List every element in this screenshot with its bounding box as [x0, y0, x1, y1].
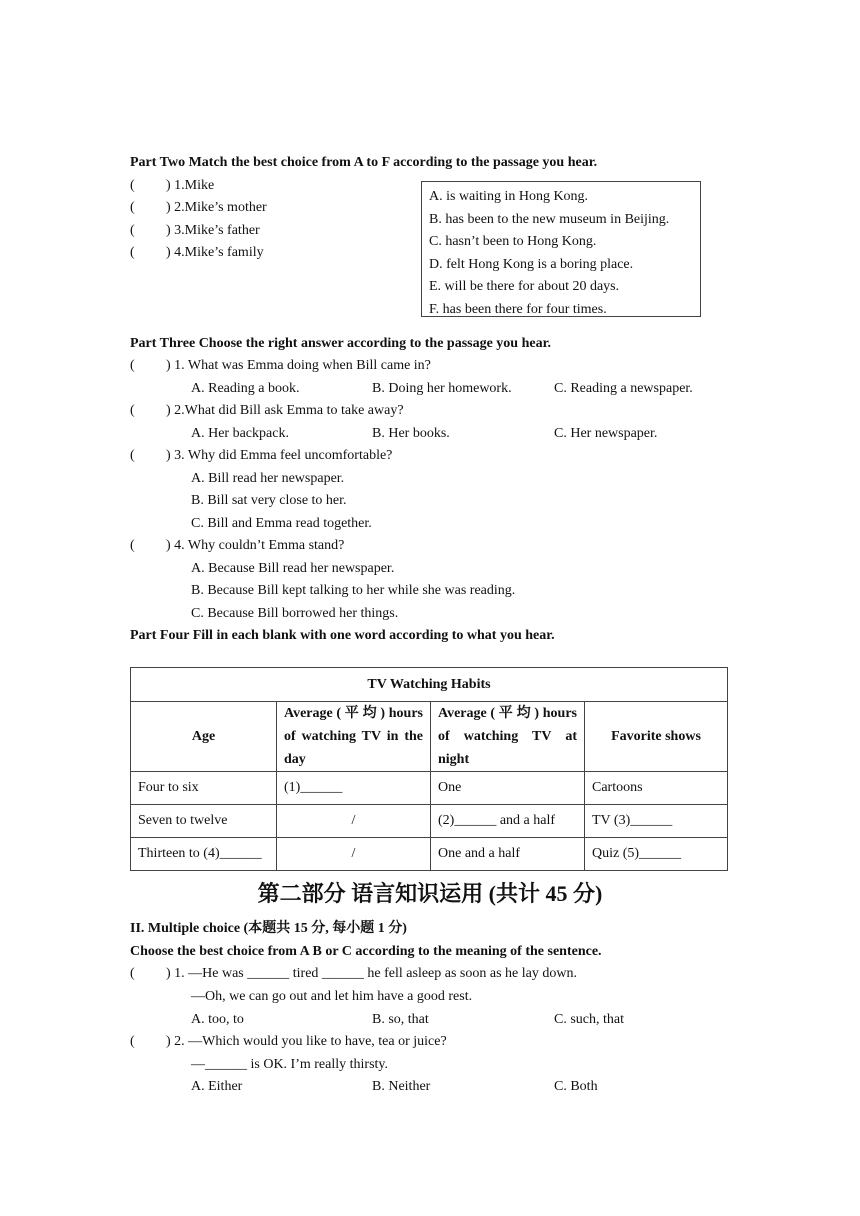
option-b: B. so, that	[372, 1012, 429, 1027]
cell-day: /	[277, 838, 431, 871]
choice-e: E. will be there for about 20 days.	[429, 279, 620, 294]
choice-a: A. is waiting in Hong Kong.	[429, 189, 589, 204]
option-c: C. such, that	[554, 1012, 624, 1027]
choices-box	[421, 181, 701, 317]
cell-day: /	[277, 805, 431, 838]
mc-q2-options	[0, 1076, 860, 1098]
option-c: C. Bill and Emma read together.	[191, 516, 372, 531]
option-b: B. Neither	[372, 1079, 431, 1094]
p3-question-2: ( ) 2.What did Bill ask Emma to take away?	[130, 403, 404, 418]
part-two-item-2: ( ) 2.Mike’s mother	[130, 200, 267, 215]
option-a: A. too, to	[191, 1012, 244, 1027]
p3-question-1: ( ) 1. What was Emma doing when Bill came in?	[130, 358, 431, 373]
header-shows: Favorite shows	[585, 702, 728, 772]
table-row	[131, 772, 728, 805]
cell-shows: Cartoons	[585, 772, 728, 805]
header-night: Average ( 平 均 ) hours of watching TV at night	[431, 702, 585, 772]
p3-question-3: ( ) 3. Why did Emma feel uncomfortable?	[130, 448, 393, 463]
header-day: Average ( 平 均 ) hours of watching TV in the day	[277, 702, 431, 772]
option-a: A. Her backpack.	[191, 426, 289, 441]
choice-d: D. felt Hong Kong is a boring place.	[429, 256, 634, 272]
choice-f: F. has been there for four times.	[429, 301, 607, 317]
choice-b: B. has been to the new museum in Beijing.	[429, 211, 670, 227]
tv-habits-table	[130, 667, 728, 871]
option-c: C. Both	[554, 1079, 598, 1094]
option-c: C. Because Bill borrowed her things.	[191, 606, 399, 621]
option-b: B. Because Bill kept talking to her while she was reading.	[191, 583, 516, 598]
mc-instruction: Choose the best choice from A B or C according to the meaning of the sentence.	[130, 944, 602, 959]
part-four-heading: Part Four Fill in each blank with one word according to what you hear.	[130, 628, 555, 643]
choice-c: C. hasn’t been to Hong Kong.	[429, 234, 597, 249]
cell-shows: TV (3)______	[585, 805, 728, 838]
mc-q1-reply: —Oh, we can go out and let him have a good rest.	[191, 989, 473, 1004]
header-age: Age	[131, 702, 277, 772]
option-b: B. Bill sat very close to her.	[191, 493, 347, 508]
part-two-heading: Part Two Match the best choice from A to F according to the passage you hear.	[130, 155, 598, 170]
mc-question-2: ( ) 2. —Which would you like to have, tea or juice?	[130, 1034, 447, 1049]
option-b: B. Her books.	[372, 426, 450, 441]
table-title: TV Watching Habits	[131, 668, 728, 702]
p3-q2-options	[0, 423, 860, 445]
p3-q1-options	[0, 378, 860, 400]
option-c: C. Reading a newspaper.	[554, 381, 693, 396]
option-a: A. Bill read her newspaper.	[191, 471, 345, 486]
option-a: A. Either	[191, 1079, 243, 1094]
cell-shows: Quiz (5)______	[585, 838, 728, 871]
option-a: A. Reading a book.	[191, 381, 300, 396]
table-row	[131, 838, 728, 871]
mc-q2-reply: —______ is OK. I’m really thirsty.	[191, 1057, 389, 1072]
option-a: A. Because Bill read her newspaper.	[191, 561, 395, 576]
section-two-title: 第二部分 语言知识运用 (共计 45 分)	[257, 881, 603, 906]
cell-night: (2)______ and a half	[431, 805, 585, 838]
cell-day: (1)______	[277, 772, 431, 805]
cell-age: Thirteen to (4)______	[131, 838, 277, 871]
table-row	[131, 805, 728, 838]
mc-heading: II. Multiple choice (本题共 15 分, 每小题 1 分)	[130, 921, 407, 936]
cell-night: One and a half	[431, 838, 585, 871]
option-b: B. Doing her homework.	[372, 381, 512, 396]
cell-age: Seven to twelve	[131, 805, 277, 838]
part-two-item-1: ( ) 1.Mike	[130, 178, 215, 193]
option-c: C. Her newspaper.	[554, 426, 658, 441]
mc-question-1: ( ) 1. —He was ______ tired ______ he fell asleep as soon as he lay down.	[130, 966, 577, 981]
part-three-heading: Part Three Choose the right answer according to the passage you hear.	[130, 336, 552, 351]
p3-question-4: ( ) 4. Why couldn’t Emma stand?	[130, 538, 345, 553]
part-two-item-4: ( ) 4.Mike’s family	[130, 245, 264, 260]
cell-age: Four to six	[131, 772, 277, 805]
part-two-item-3: ( ) 3.Mike’s father	[130, 223, 260, 238]
cell-night: One	[431, 772, 585, 805]
mc-q1-options	[0, 1009, 860, 1031]
